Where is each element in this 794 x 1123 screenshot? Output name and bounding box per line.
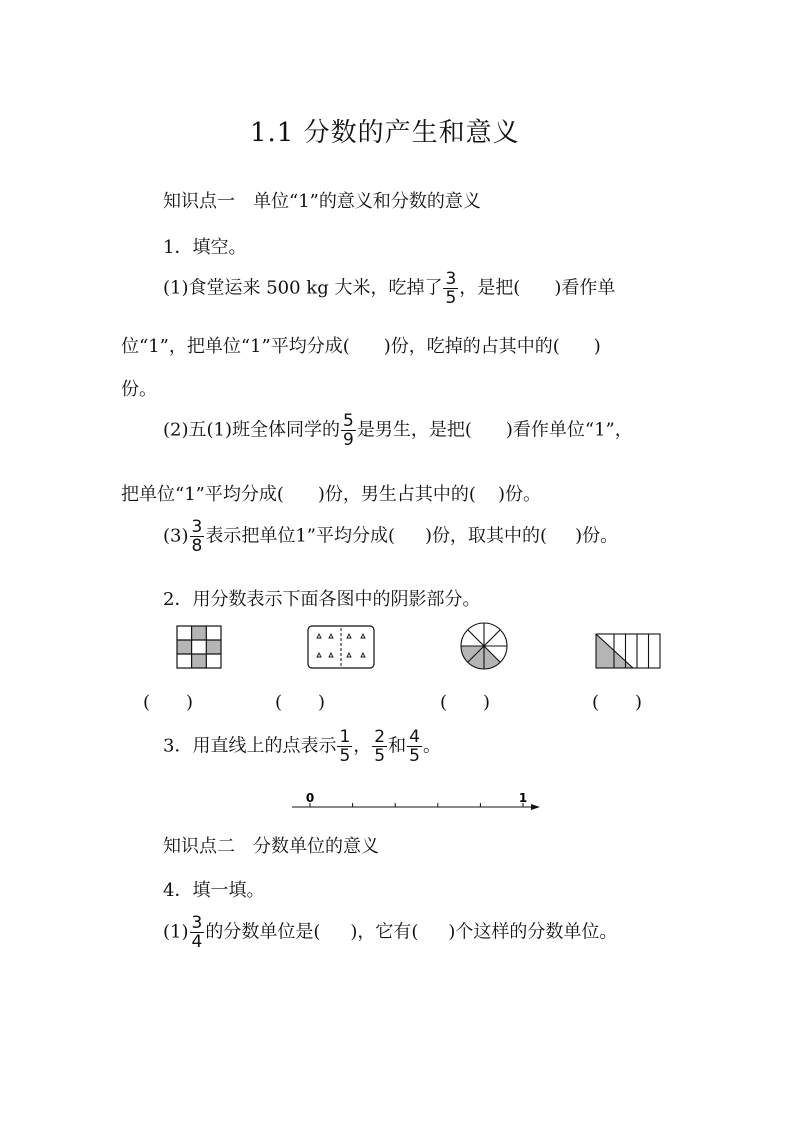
q4-p1-text-c: )，它有( (350, 921, 419, 943)
q1-p1-text-b: ，是把( (459, 277, 521, 299)
q1-part1-line1 (163, 270, 615, 307)
pie-shaded-sector (484, 646, 500, 669)
fraction-numerator: 3 (445, 269, 457, 289)
fraction-1-5 (337, 728, 352, 765)
fraction-numerator: 3 (191, 517, 203, 537)
fraction-numerator: 2 (374, 727, 386, 747)
q2-answer-blank-2[interactable]: ( ) (275, 692, 326, 713)
fraction-denominator: 5 (374, 746, 386, 766)
q1-part1-line3: 份。 (121, 379, 157, 400)
q1-p1-line2-b: )份，吃掉的占其中的( (383, 336, 560, 357)
q1-p2-text-a: (2)五(1)班全体同学的 (163, 419, 340, 441)
q3-end: 。 (422, 735, 441, 757)
q1-p2-line2-a: 把单位“1”平均分成( (121, 484, 284, 505)
number-line (290, 788, 542, 814)
q2-answer-blank-1[interactable]: ( ) (143, 692, 194, 713)
question-2-label: 2．用分数表示下面各图中的阴影部分。 (163, 589, 481, 610)
q1-p2-text-c: )看作单位“1”， (505, 419, 633, 441)
grid-figure (176, 625, 222, 669)
q1-p3-text-b: 表示把单位1”平均分成( (205, 525, 396, 547)
q1-p2-line2-c: )份。 (497, 484, 541, 505)
fraction-denominator: 9 (343, 430, 354, 450)
number-line-one-label: 1 (518, 791, 528, 805)
fraction-3-4 (190, 914, 205, 951)
page-title: 1.1 分数的产生和意义 (250, 118, 520, 148)
q1-part2-line2 (121, 480, 541, 506)
fraction-denominator: 5 (339, 746, 351, 766)
q1-part2-line1 (163, 412, 633, 449)
number-line-zero-label: 0 (305, 791, 315, 805)
fraction-denominator: 8 (191, 536, 203, 556)
q1-p1-line2-a: 位“1”，把单位“1”平均分成( (121, 336, 350, 357)
section-heading-2: 知识点二 分数单位的意义 (163, 836, 379, 857)
q2-answer-blank-3[interactable]: ( ) (440, 692, 491, 713)
fraction-denominator: 4 (191, 932, 203, 952)
arrow-icon (531, 804, 540, 810)
q2-answer-blank-4[interactable]: ( ) (592, 692, 643, 713)
q3-text: 3．用直线上的点表示 (163, 735, 337, 757)
q4-p1-text-b: 的分数单位是( (205, 921, 321, 943)
q1-part3-line (163, 518, 618, 555)
q1-p3-text-c: )份，取其中的( (425, 525, 548, 547)
q1-p2-line2-b: )份，男生占其中的( (317, 484, 476, 505)
fraction-numerator: 5 (343, 411, 354, 431)
fraction-4-5 (407, 728, 422, 765)
fraction-numerator: 1 (339, 727, 351, 747)
question-4-label: 4．填一填。 (163, 880, 265, 901)
fraction-2-5 (372, 728, 387, 765)
fraction-denominator: 5 (445, 288, 457, 308)
q1-p3-text-d: )份。 (575, 525, 619, 547)
q1-part1-line2 (121, 332, 601, 358)
q1-p2-text-b: 是男生，是把( (356, 419, 472, 441)
q1-p1-text-c: )看作单 (554, 277, 616, 299)
q4-p1-text-d: )个这样的分数单位。 (448, 921, 618, 943)
q4-part1-line (163, 914, 617, 951)
q4-p1-text-a: (1) (163, 921, 189, 943)
fraction-3-8 (190, 518, 205, 555)
question-3-label (163, 728, 441, 765)
pie-figure (459, 621, 509, 671)
pie-divider (484, 630, 500, 646)
q3-and: 和 (388, 735, 407, 757)
q1-p3-text-a: (3) (163, 525, 189, 547)
pie-divider (468, 630, 484, 646)
fraction-5-9 (341, 412, 356, 449)
q1-p1-line2-c: ) (593, 336, 601, 357)
question-1-label: 1．填空。 (163, 237, 247, 258)
triangles-figure (307, 625, 375, 669)
section-heading-1: 知识点一 单位“1”的意义和分数的意义 (163, 191, 481, 212)
q1-p1-text-a: (1)食堂运来 500 kg 大米，吃掉了 (163, 277, 443, 299)
strip-figure (595, 633, 661, 669)
fraction-denominator: 5 (409, 746, 420, 766)
fraction-3-5 (443, 270, 458, 307)
fraction-numerator: 3 (191, 913, 203, 933)
fraction-numerator: 4 (409, 727, 420, 747)
q3-separator: ， (353, 735, 372, 757)
